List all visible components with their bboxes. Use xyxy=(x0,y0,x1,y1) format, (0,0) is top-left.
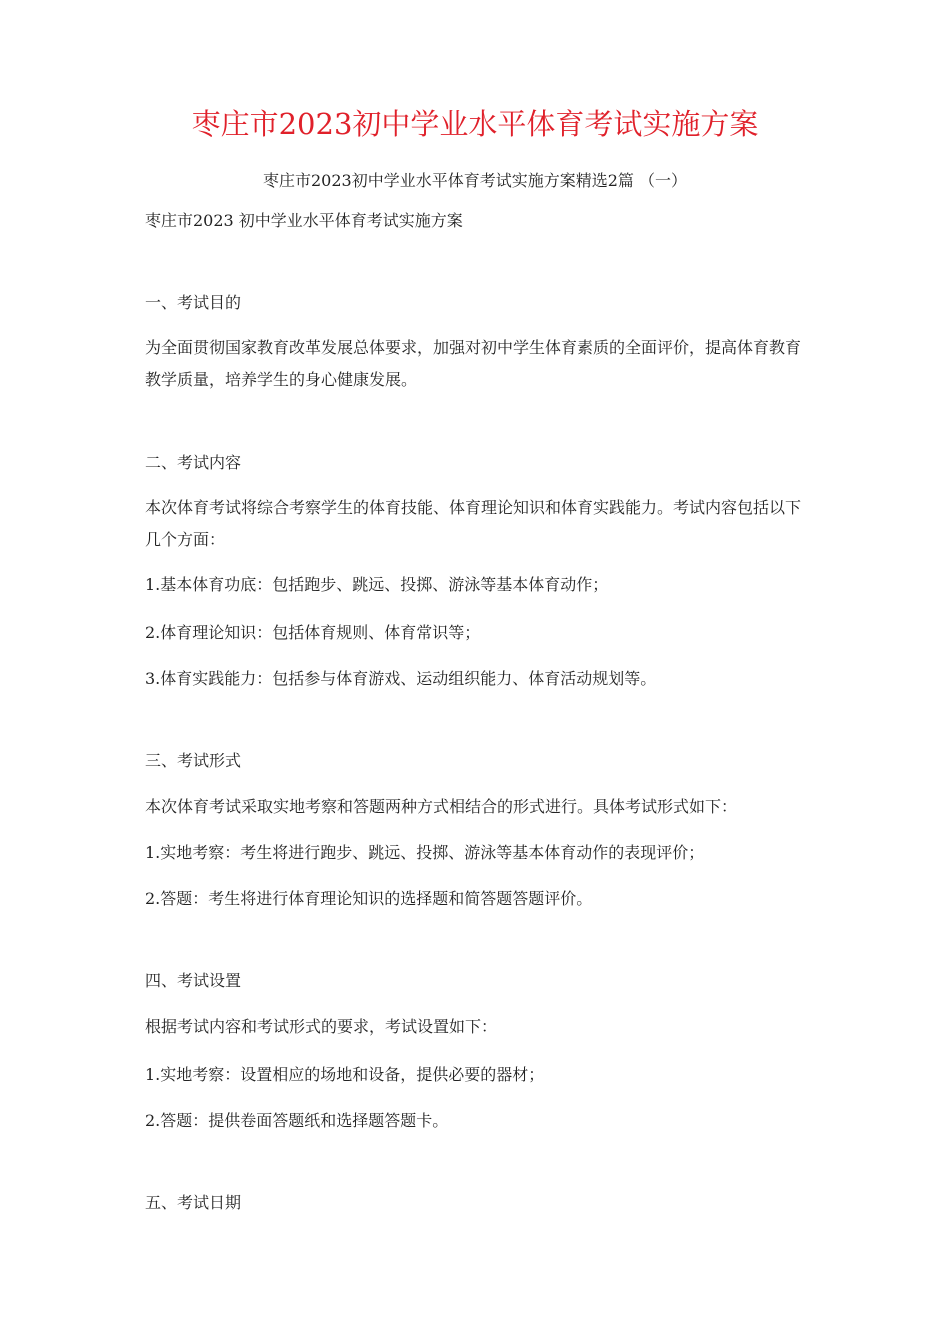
list-item: 1.实地考察：设置相应的场地和设备，提供必要的器材； xyxy=(145,1065,545,1084)
list-item: 1.实地考察：考生将进行跑步、跳远、投掷、游泳等基本体育动作的表现评价； xyxy=(145,843,705,862)
section-heading: 三、考试形式 xyxy=(145,751,242,770)
section-heading: 四、考试设置 xyxy=(145,971,242,990)
paragraph: 为全面贯彻国家教育改革发展总体要求，加强对初中学生体育素质的全面评价，提高体育教育教学质量，培养学生的身心健康发展。 xyxy=(145,338,802,389)
doc-heading: 枣庄市2023 初中学业水平体育考试实施方案 xyxy=(145,211,463,230)
paragraph: 本次体育考试采取实地考察和答题两种方式相结合的形式进行。具体考试形式如下： xyxy=(145,797,738,816)
document-subtitle: 枣庄市2023初中学业水平体育考试实施方案精选2篇 （一） xyxy=(263,171,687,190)
paragraph: 本次体育考试将综合考察学生的体育技能、体育理论知识和体育实践能力。考试内容包括以下几个方面： xyxy=(145,498,802,549)
list-item: 2.体育理论知识：包括体育规则、体育常识等； xyxy=(145,623,481,642)
section-heading: 二、考试内容 xyxy=(145,453,242,472)
list-item: 2.答题：考生将进行体育理论知识的选择题和简答题答题评价。 xyxy=(145,889,593,908)
section-heading: 五、考试日期 xyxy=(145,1193,242,1212)
document-title: 枣庄市2023初中学业水平体育考试实施方案 xyxy=(191,107,759,141)
list-item: 3.体育实践能力：包括参与体育游戏、运动组织能力、体育活动规划等。 xyxy=(145,669,657,688)
section-heading: 一、考试目的 xyxy=(145,293,242,312)
list-item: 2.答题：提供卷面答题纸和选择题答题卡。 xyxy=(145,1111,449,1130)
paragraph: 根据考试内容和考试形式的要求，考试设置如下： xyxy=(145,1017,498,1036)
list-item: 1.基本体育功底：包括跑步、跳远、投掷、游泳等基本体育动作； xyxy=(145,575,609,594)
